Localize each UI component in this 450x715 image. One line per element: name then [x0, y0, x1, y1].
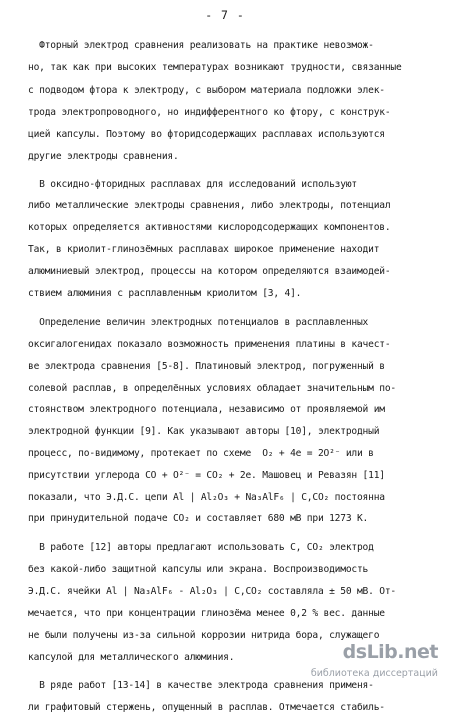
watermark-logo: dsLib.net	[342, 641, 438, 663]
watermark	[290, 641, 440, 679]
text-line: которых определяется активностями кислородсодержащих компонентов.	[28, 222, 391, 233]
text-line: с подводом фтора к электроду, с выбором материала подложки элек-	[28, 85, 385, 96]
text-line: В ряде работ [13-14] в качестве электрода сравнения применя-	[28, 680, 374, 691]
text-line: В работе [12] авторы предлагают использовать C, CO₂ электрод	[28, 542, 374, 553]
text-line: без какой-либо защитной капсулы или экрана. Воспроизводимость	[28, 564, 369, 575]
text-line: В оксидно-фторидных расплавах для исследований используют	[28, 179, 357, 190]
text-line: ли графитовый стержень, опущенный в расплав. Отмечается стабиль-	[28, 702, 385, 713]
watermark-tagline: библиотека диссертаций	[310, 668, 438, 679]
text-line: цией капсулы. Поэтому во фторидсодержащих расплавах используются	[28, 129, 385, 140]
text-line: алюминиевый электрод, процессы на котором определяются взаимодей-	[28, 266, 391, 277]
text-line: при принудительной подаче CO₂ и составляет 680 мВ при 1273 К.	[28, 513, 369, 524]
text-line: Фторный электрод сравнения реализовать на практике невозмож-	[28, 40, 374, 51]
text-line: стоянством электродного потенциала, независимо от проявляемой им	[28, 404, 385, 415]
text-line: оксигалогенидах показало возможность применения платины в качест-	[28, 339, 391, 350]
text-line: электродной функции [9]. Как указывают авторы [10], электродный	[28, 426, 380, 437]
text-line: Определение величин электродных потенциалов в расплавленных	[28, 317, 369, 328]
text-line: трода электропроводного, но индифферентного ко фтору, с конструк-	[28, 107, 391, 118]
text-line: Э.Д.С. ячейки Al | Na₃AlF₆ - Al₂O₃ | C,CO₂ составляла ± 50 мВ. От-	[28, 586, 397, 597]
text-line: ве электрода сравнения [5-8]. Платиновый электрод, погруженный в	[28, 361, 385, 372]
page-number: - 7 -	[205, 8, 245, 22]
text-line: не были получены из-за сильной коррозии нитрида бора, служащего	[28, 630, 380, 641]
text-line: но, так как при высоких температурах возникают трудности, связанные	[28, 62, 402, 73]
text-line: присутствии углерода CO + O²⁻ = CO₂ + 2e. Машовец и Ревазян [11]	[28, 470, 385, 481]
text-line: капсулой для металлического алюминия.	[28, 652, 235, 663]
text-line: другие электроды сравнения.	[28, 151, 179, 162]
text-line: солевой расплав, в определённых условиях обладает значительным по-	[28, 383, 397, 394]
text-line: ствием алюминия с расплавленным криолитом [3, 4].	[28, 288, 302, 299]
text-line: мечается, что при концентрации глинозёма менее 0,2 % вес. данные	[28, 608, 385, 619]
text-line: показали, что Э.Д.С. цепи Al | Al₂O₃ + Na₃AlF₆ | C,CO₂ постоянна	[28, 492, 385, 503]
text-line: либо металлические электроды сравнения, либо электроды, потенциал	[28, 200, 391, 211]
text-line: процесс, по-видимому, протекает по схеме O₂ + 4e = 2O²⁻ или в	[28, 448, 374, 459]
text-line: Так, в криолит-глинозёмных расплавах широкое применение находит	[28, 244, 380, 255]
